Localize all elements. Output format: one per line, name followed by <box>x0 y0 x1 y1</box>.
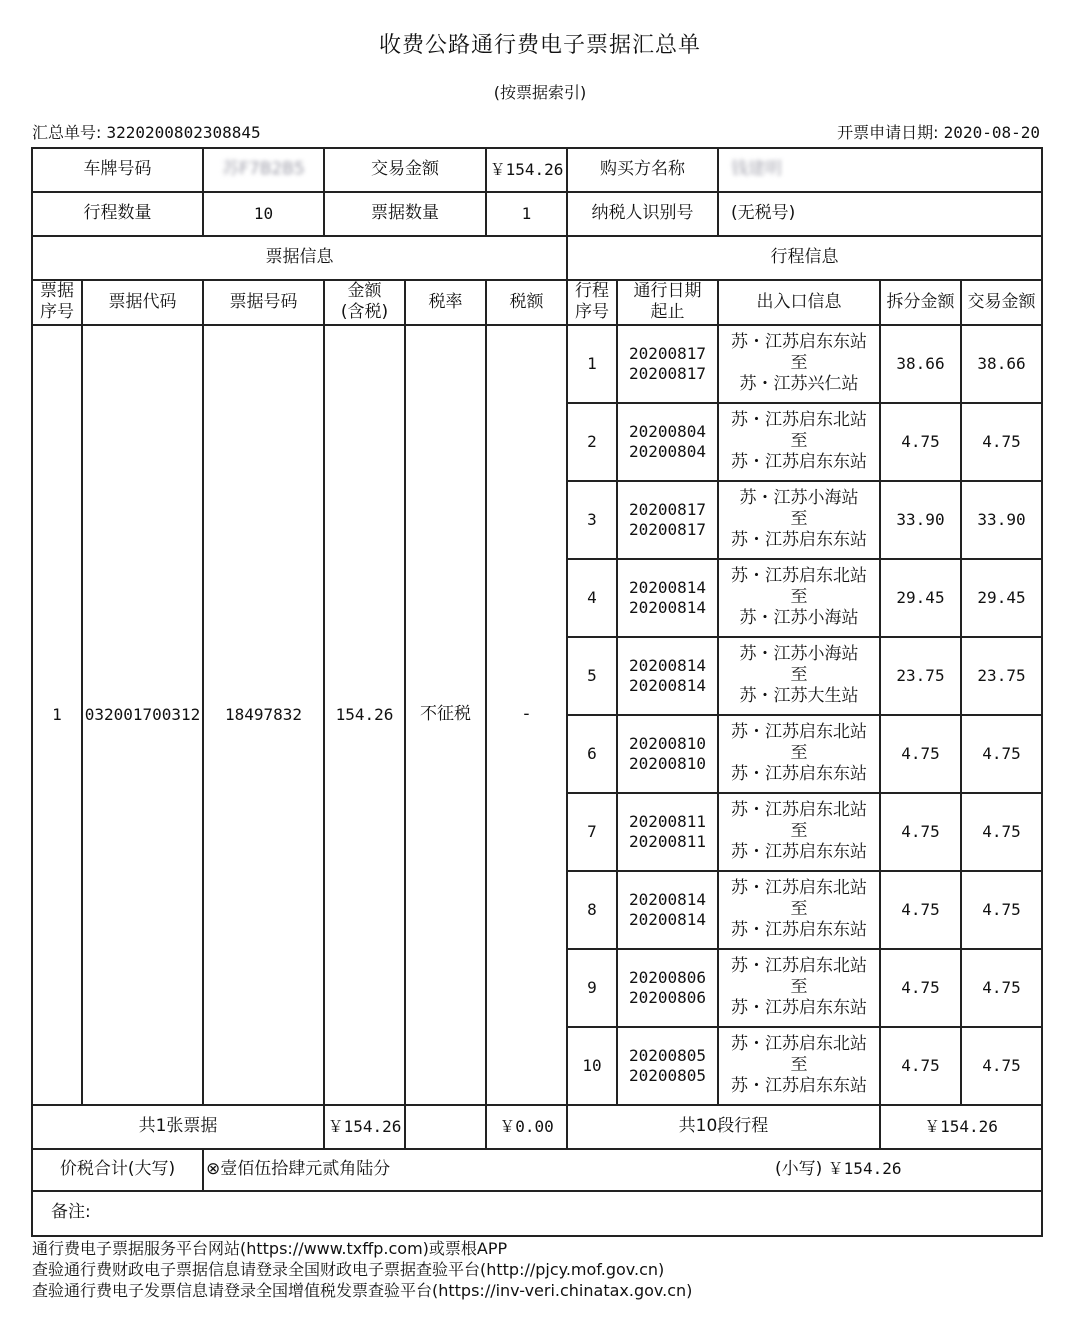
trip-route <box>718 715 880 793</box>
tax-total-small-value: ￥154.26 <box>827 1158 902 1178</box>
trip-route <box>718 481 880 559</box>
trip-split-amount: 4.75 <box>880 403 961 481</box>
trip-exit: 苏・江苏启东东站 <box>731 1076 867 1097</box>
trip-seq: 3 <box>567 481 617 559</box>
trip-seq: 2 <box>567 403 617 481</box>
trip-trade-amount: 23.75 <box>961 637 1042 715</box>
trip-split-amount: 4.75 <box>880 1027 961 1105</box>
trip-info-header: 行程信息 <box>567 236 1042 280</box>
trip-route <box>718 1027 880 1105</box>
trip-date <box>617 793 718 871</box>
trip-entry: 苏・江苏启东东站 <box>731 331 867 352</box>
trip-date <box>617 559 718 637</box>
col-invoice-seq-line1: 票据 <box>40 281 74 301</box>
remarks-label: 备注: <box>51 1202 91 1223</box>
taxid-value: (无税号) <box>718 192 1042 236</box>
trip-date-start: 20200811 <box>628 811 707 831</box>
col-amount <box>324 280 405 325</box>
trip-trade-amount: 4.75 <box>961 1027 1042 1105</box>
trip-trade-amount: 29.45 <box>961 559 1042 637</box>
trip-to-word: 至 <box>790 898 808 919</box>
invoices-value: 1 <box>486 192 567 236</box>
trip-exit: 苏・江苏启东东站 <box>731 920 867 941</box>
trip-date <box>617 325 718 403</box>
total-amount: ￥154.26 <box>324 1105 405 1149</box>
document-title: 收费公路通行费电子票据汇总单 <box>378 33 701 58</box>
trip-date-start: 20200814 <box>628 889 707 909</box>
buyer-value <box>718 148 1042 192</box>
trip-trade-amount: 4.75 <box>961 871 1042 949</box>
trips-value: 10 <box>203 192 324 236</box>
trip-exit: 苏・江苏小海站 <box>739 608 859 629</box>
plate-value <box>203 148 324 192</box>
trip-route <box>718 559 880 637</box>
col-amount-line2: (含税) <box>340 302 389 323</box>
col-date <box>617 280 718 325</box>
trip-date <box>617 403 718 481</box>
trip-to-word: 至 <box>790 352 808 373</box>
invoice-number: 18497832 <box>203 325 324 1105</box>
invoice-tax: - <box>486 325 567 1105</box>
trip-date-end: 20200814 <box>628 597 707 617</box>
trip-entry: 苏・江苏小海站 <box>739 643 859 664</box>
totals-row <box>32 1105 1042 1149</box>
col-trip-seq <box>567 280 617 325</box>
trip-date-start: 20200814 <box>628 577 707 597</box>
invoice-amount: 154.26 <box>324 325 405 1105</box>
col-tax-rate: 税率 <box>405 280 486 325</box>
taxid-label: 纳税人识别号 <box>567 192 718 236</box>
trip-date-start: 20200810 <box>628 733 707 753</box>
trip-date-start: 20200817 <box>628 343 707 363</box>
trip-seq: 9 <box>567 949 617 1027</box>
trip-split-amount: 23.75 <box>880 637 961 715</box>
trip-entry: 苏・江苏启东北站 <box>731 799 867 820</box>
plate-value-text: 苏F7B2B5 <box>222 159 305 180</box>
trip-date-start: 20200805 <box>628 1045 707 1065</box>
trip-entry: 苏・江苏启东北站 <box>731 721 867 742</box>
trip-seq: 6 <box>567 715 617 793</box>
trip-split-amount: 4.75 <box>880 793 961 871</box>
trip-to-word: 至 <box>790 742 808 763</box>
trip-entry: 苏・江苏启东北站 <box>731 565 867 586</box>
trip-date-end: 20200811 <box>628 831 707 851</box>
col-invoice-number: 票据号码 <box>203 280 324 325</box>
trip-to-word: 至 <box>790 508 808 529</box>
trip-seq: 4 <box>567 559 617 637</box>
trip-exit: 苏・江苏启东东站 <box>731 764 867 785</box>
trip-entry: 苏・江苏启东北站 <box>731 955 867 976</box>
trip-split-amount: 4.75 <box>880 871 961 949</box>
trip-date-start: 20200817 <box>628 499 707 519</box>
col-date-line1: 通行日期 <box>633 281 702 301</box>
amount-value: ￥154.26 <box>486 148 567 192</box>
apply-date <box>837 120 1040 143</box>
trip-date-end: 20200804 <box>628 441 707 461</box>
buyer-value-text: 钱建明 <box>731 159 782 180</box>
trip-date-start: 20200804 <box>628 421 707 441</box>
trip-date-end: 20200806 <box>628 987 707 1007</box>
invoice-seq: 1 <box>32 325 82 1105</box>
trip-exit: 苏・江苏兴仁站 <box>739 374 859 395</box>
trip-date-end: 20200817 <box>628 519 707 539</box>
summary-number-label: 汇总单号: <box>32 123 102 142</box>
footer-line-3: 查验通行费电子发票信息请登录全国增值税发票查验平台(https://inv-veri.chinatax.gov.cn) <box>32 1281 693 1300</box>
summary-number <box>32 120 261 143</box>
col-tax-amount: 税额 <box>486 280 567 325</box>
trip-date-end: 20200817 <box>628 363 707 383</box>
trip-entry: 苏・江苏小海站 <box>739 487 859 508</box>
summary-table <box>31 147 1043 1237</box>
trips-label: 行程数量 <box>32 192 203 236</box>
trip-seq: 7 <box>567 793 617 871</box>
trip-seq: 5 <box>567 637 617 715</box>
trip-to-word: 至 <box>790 1054 808 1075</box>
tax-total-small <box>775 1159 901 1180</box>
trip-row <box>32 325 1042 403</box>
apply-date-label: 开票申请日期: <box>837 123 939 142</box>
trip-to-word: 至 <box>790 820 808 841</box>
total-tax: ￥0.00 <box>486 1105 567 1149</box>
trip-date-end: 20200805 <box>628 1065 707 1085</box>
invoice-tax-rate: 不征税 <box>405 325 486 1105</box>
tax-total-content <box>203 1149 1042 1191</box>
trip-entry: 苏・江苏启东北站 <box>731 1033 867 1054</box>
trip-split-amount: 4.75 <box>880 715 961 793</box>
trip-seq: 1 <box>567 325 617 403</box>
tax-total-label: 价税合计(大写) <box>32 1149 203 1191</box>
section-header-row <box>32 236 1042 280</box>
col-entry-exit: 出入口信息 <box>718 280 880 325</box>
trip-date <box>617 871 718 949</box>
trip-date-start: 20200814 <box>628 655 707 675</box>
amount-label: 交易金额 <box>324 148 486 192</box>
info-row-2 <box>32 192 1042 236</box>
trip-trade-amount: 38.66 <box>961 325 1042 403</box>
trip-exit: 苏・江苏大生站 <box>739 686 859 707</box>
trip-date <box>617 715 718 793</box>
trip-date <box>617 481 718 559</box>
footer <box>32 1238 692 1301</box>
tax-total-uppercase: ⊗壹佰伍拾肆元贰角陆分 <box>206 1158 391 1179</box>
invoice-code: 032001700312 <box>82 325 203 1105</box>
trip-exit: 苏・江苏启东东站 <box>731 998 867 1019</box>
trip-split-amount: 38.66 <box>880 325 961 403</box>
trip-to-word: 至 <box>790 664 808 685</box>
trip-date-end: 20200810 <box>628 753 707 773</box>
trip-seq: 8 <box>567 871 617 949</box>
tax-total-row <box>32 1149 1042 1191</box>
footer-line-1: 通行费电子票据服务平台网站(https://www.txffp.com)或票根APP <box>32 1239 508 1258</box>
col-invoice-seq-line2: 序号 <box>40 302 74 323</box>
tax-total-small-label: (小写) <box>775 1158 823 1179</box>
trip-date <box>617 949 718 1027</box>
buyer-label: 购买方名称 <box>567 148 718 192</box>
trip-exit: 苏・江苏启东东站 <box>731 530 867 551</box>
trip-seq: 10 <box>567 1027 617 1105</box>
trip-to-word: 至 <box>790 430 808 451</box>
trip-date-end: 20200814 <box>628 675 707 695</box>
footer-line-2: 查验通行费财政电子票据信息请登录全国财政电子票据查验平台(http://pjcy.mof.gov.cn) <box>32 1260 665 1279</box>
remarks-cell <box>32 1191 1042 1236</box>
trip-trade-amount: 4.75 <box>961 403 1042 481</box>
col-invoice-code: 票据代码 <box>82 280 203 325</box>
remarks-row <box>32 1191 1042 1236</box>
trip-to-word: 至 <box>790 976 808 997</box>
total-empty <box>405 1105 486 1149</box>
col-date-line2: 起止 <box>650 302 685 323</box>
invoices-label: 票据数量 <box>324 192 486 236</box>
col-invoice-seq <box>32 280 82 325</box>
trip-split-amount: 4.75 <box>880 949 961 1027</box>
trip-trade-amount: 4.75 <box>961 715 1042 793</box>
col-trade-amount: 交易金额 <box>961 280 1042 325</box>
col-trip-seq-line1: 行程 <box>575 281 609 301</box>
total-trip-count: 共10段行程 <box>567 1105 880 1149</box>
summary-number-value: 3220200802308845 <box>106 123 261 142</box>
plate-label: 车牌号码 <box>32 148 203 192</box>
total-invoice-count: 共1张票据 <box>32 1105 324 1149</box>
trip-split-amount: 33.90 <box>880 481 961 559</box>
info-row-1 <box>32 148 1042 192</box>
trip-trade-amount: 33.90 <box>961 481 1042 559</box>
trip-trade-amount: 4.75 <box>961 793 1042 871</box>
trip-route <box>718 325 880 403</box>
trip-date <box>617 637 718 715</box>
trip-route <box>718 403 880 481</box>
col-trip-seq-line2: 序号 <box>575 302 609 323</box>
trip-split-amount: 29.45 <box>880 559 961 637</box>
trip-date-start: 20200806 <box>628 967 707 987</box>
trip-entry: 苏・江苏启东北站 <box>731 409 867 430</box>
trip-date <box>617 1027 718 1105</box>
col-split-amount: 拆分金额 <box>880 280 961 325</box>
trip-date-end: 20200814 <box>628 909 707 929</box>
invoice-info-header: 票据信息 <box>32 236 567 280</box>
trip-trade-amount: 4.75 <box>961 949 1042 1027</box>
column-header-row <box>32 280 1042 325</box>
document-subtitle: (按票据索引) <box>493 83 587 102</box>
trip-route <box>718 949 880 1027</box>
col-amount-line1: 金额 <box>347 281 382 301</box>
trip-exit: 苏・江苏启东东站 <box>731 452 867 473</box>
trip-to-word: 至 <box>790 586 808 607</box>
trip-route <box>718 793 880 871</box>
trip-route <box>718 637 880 715</box>
trip-exit: 苏・江苏启东东站 <box>731 842 867 863</box>
apply-date-value: 2020-08-20 <box>943 123 1040 142</box>
trip-entry: 苏・江苏启东北站 <box>731 877 867 898</box>
trip-route <box>718 871 880 949</box>
total-trade: ￥154.26 <box>880 1105 1042 1149</box>
